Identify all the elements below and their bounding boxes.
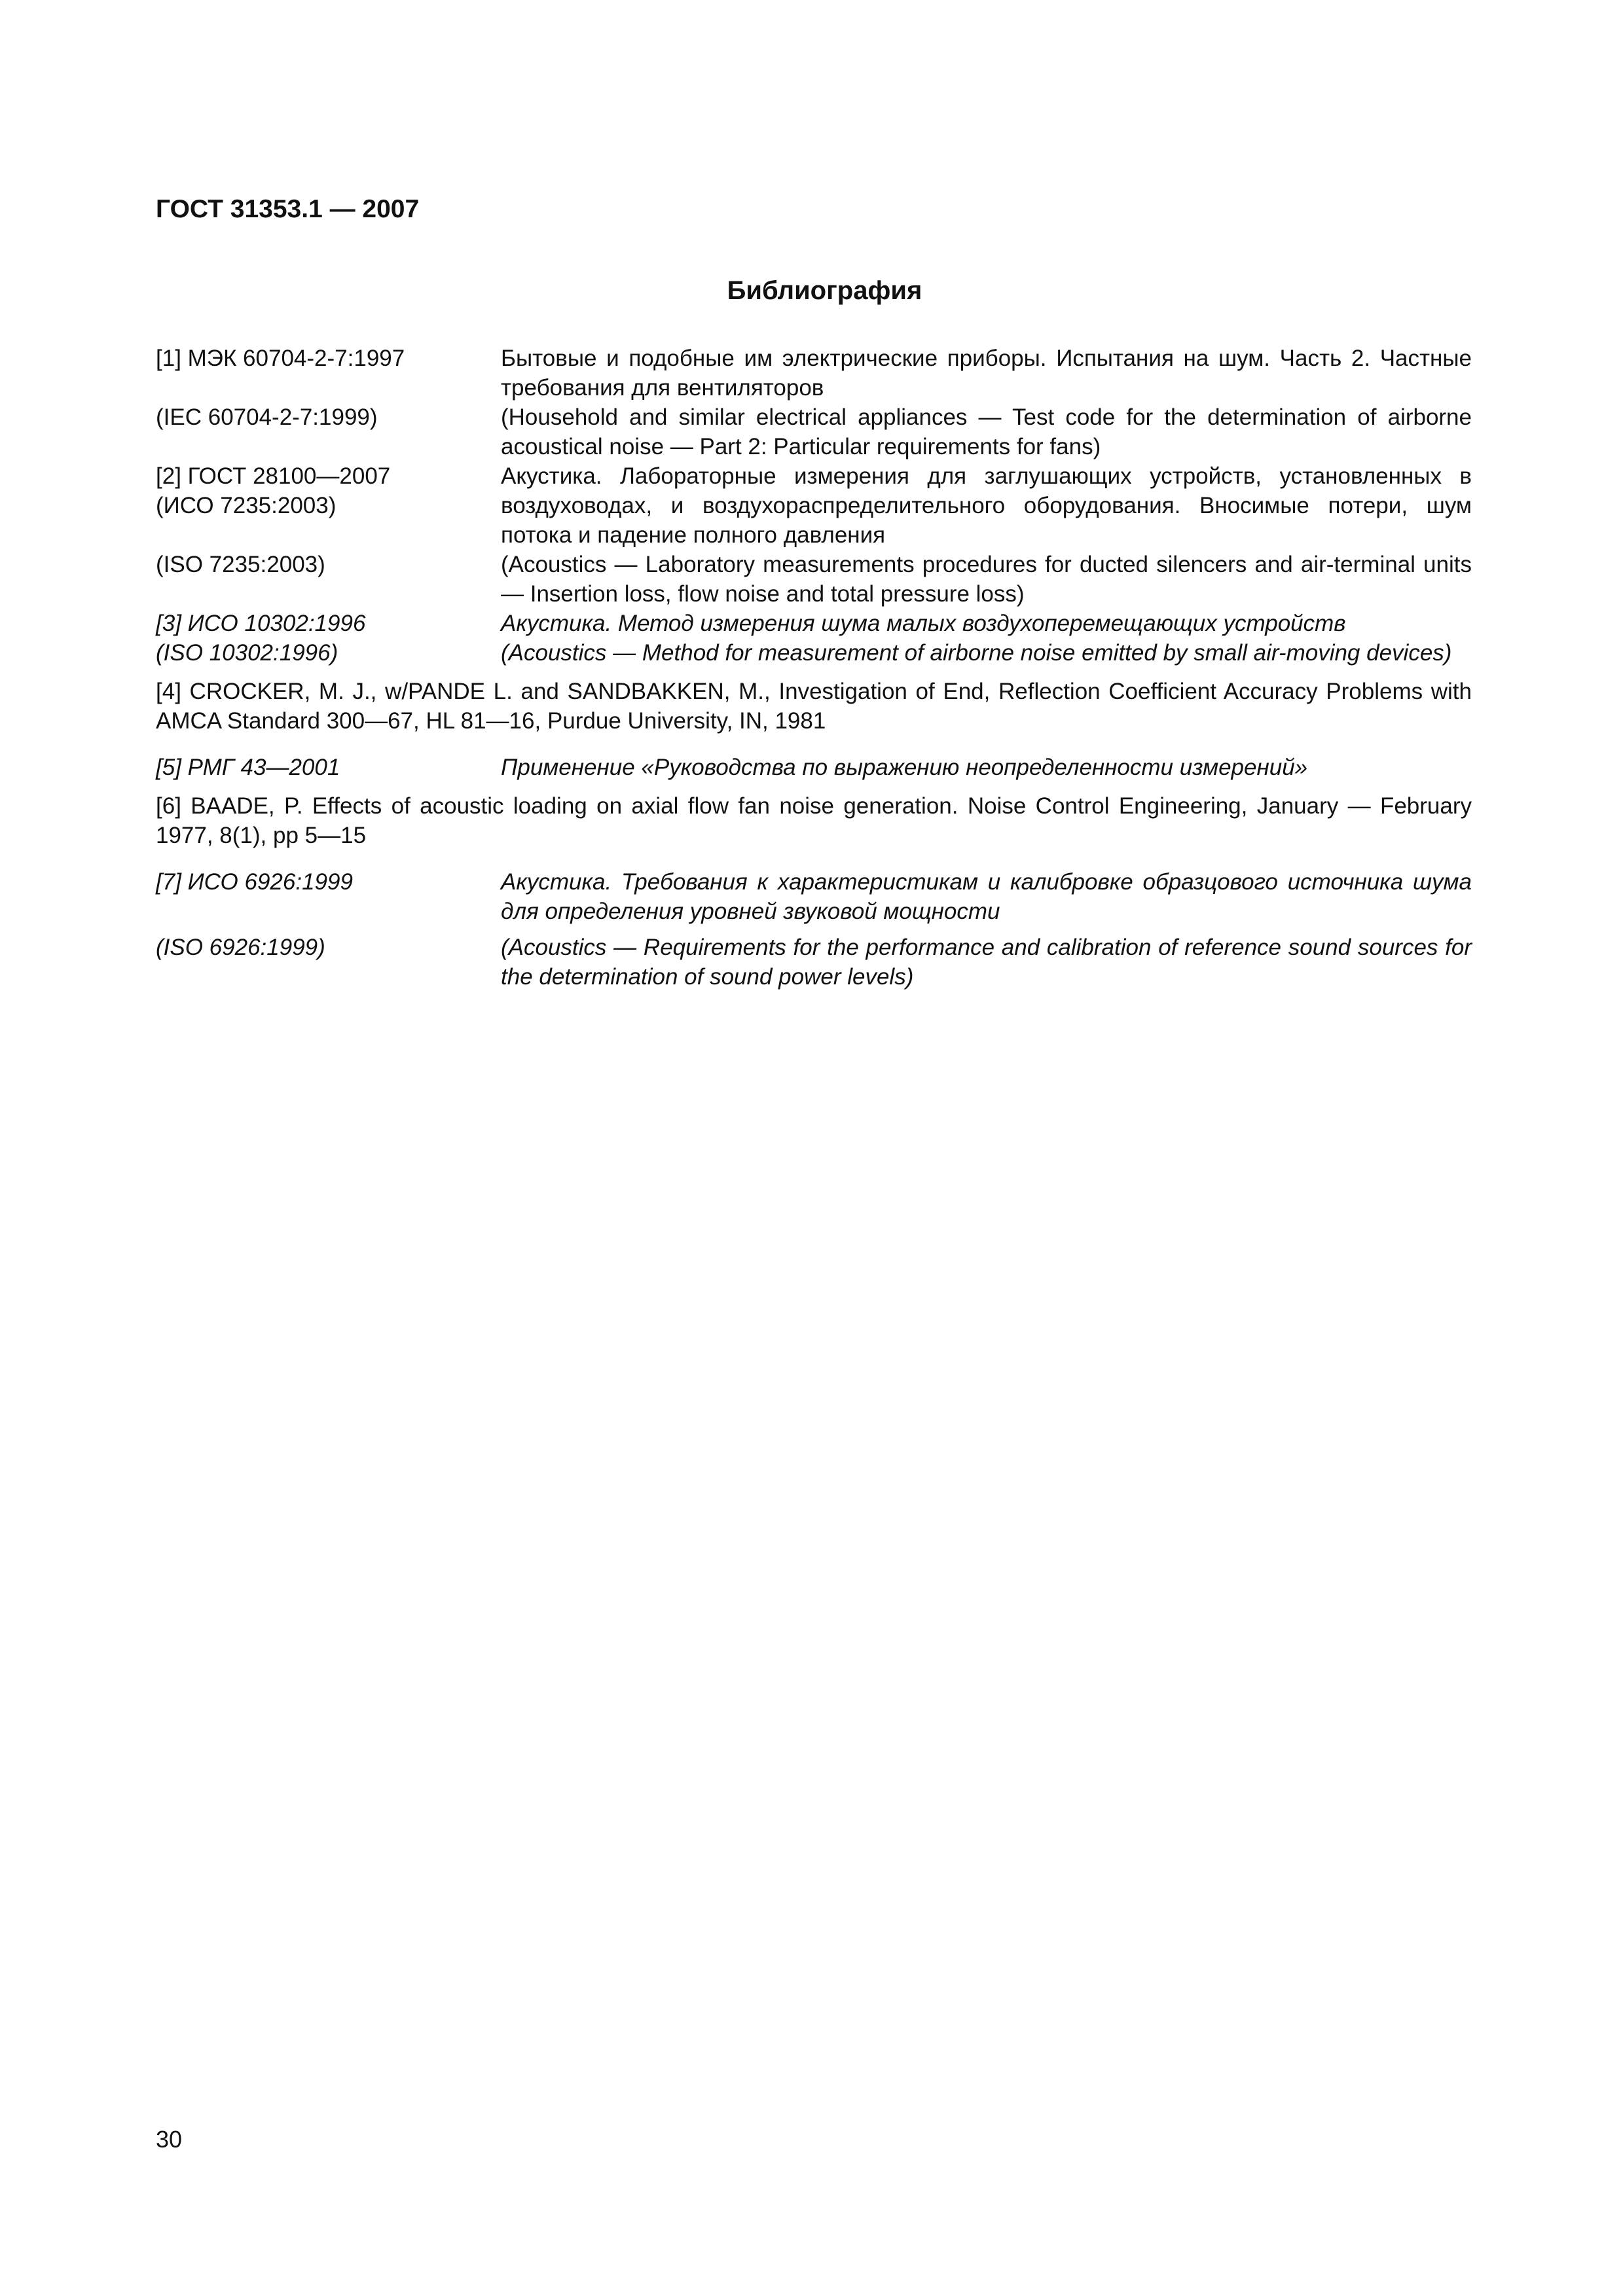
entry-title: (Acoustics — Requirements for the performance and calibration of reference sound sources for the determination of sound power levels) bbox=[501, 935, 1472, 990]
entry-title: (Acoustics — Laboratory measurements procedures for ducted silencers and air-terminal units — Insertion loss, flow noise and total pressure loss) bbox=[501, 552, 1472, 607]
bibliography-entry bbox=[156, 933, 1472, 992]
bibliography-entry-full: [6] BAADE, P. Effects of acoustic loading on axial flow fan noise generation. Noise Control Engineering, January — February 1977, 8(1), pp 5—15 bbox=[156, 793, 1472, 848]
entry-reference: [5] РМГ 43—2001 bbox=[156, 755, 340, 780]
bibliography-entry bbox=[156, 344, 1472, 403]
entry-title: Акустика. Лабораторные измерения для заглушающих устройств, установленных в воздуховодах, и воздухораспределительного оборудования. Вносимые потери, шум потока и падение полного давления bbox=[501, 463, 1472, 548]
entry-reference: [1] МЭК 60704-2-7:1997 bbox=[156, 346, 405, 371]
bibliography-entry bbox=[156, 550, 1472, 609]
bibliography-entry bbox=[156, 403, 1472, 461]
bibliography-entry bbox=[156, 461, 1472, 550]
entry-reference bbox=[156, 461, 501, 520]
entry-reference-line: (ИСО 7235:2003) bbox=[156, 493, 337, 518]
bibliography-entry bbox=[156, 867, 1472, 926]
bibliography-entry bbox=[156, 609, 1472, 638]
entry-title: Применение «Руководства по выражению неопределенности измерений» bbox=[501, 755, 1308, 780]
entry-title: (Acoustics — Method for measurement of airborne noise emitted by small air-moving devices) bbox=[501, 640, 1452, 666]
bibliography-list bbox=[156, 344, 1472, 992]
document-code: ГОСТ 31353.1 — 2007 bbox=[156, 195, 420, 223]
bibliography-entry bbox=[156, 753, 1472, 782]
bibliography-entry-full: [4] CROCKER, M. J., w/PANDE L. and SANDBAKKEN, M., Investigation of End, Reflection Coefficient Accuracy Problems with AMCA Standard 300—67, HL 81—16, Purdue University, IN, 1981 bbox=[156, 679, 1472, 734]
entry-title: (Household and similar electrical appliances — Test code for the determination of airborne acoustical noise — Part 2: Particular requirements for fans) bbox=[501, 404, 1472, 459]
entry-reference: (IEC 60704-2-7:1999) bbox=[156, 404, 378, 430]
entry-reference: [7] ИСО 6926:1999 bbox=[156, 869, 353, 895]
entry-reference: (ISO 6926:1999) bbox=[156, 935, 325, 960]
entry-title: Акустика. Требования к характеристикам и калибровке образцового источника шума для определения уровней звуковой мощности bbox=[501, 869, 1472, 924]
bibliography-heading: Библиография bbox=[727, 276, 922, 305]
page-number: 30 bbox=[156, 2126, 183, 2153]
entry-reference: (ISO 7235:2003) bbox=[156, 552, 325, 577]
entry-title: Акустика. Метод измерения шума малых воздухоперемещающих устройств bbox=[501, 611, 1346, 636]
entry-reference: [3] ИСО 10302:1996 bbox=[156, 611, 366, 636]
bibliography-entry bbox=[156, 638, 1472, 668]
entry-title: Бытовые и подобные им электрические приборы. Испытания на шум. Часть 2. Частные требования для вентиляторов bbox=[501, 346, 1472, 401]
entry-reference: (ISO 10302:1996) bbox=[156, 640, 338, 666]
entry-reference-line: [2] ГОСТ 28100—2007 bbox=[156, 463, 391, 489]
